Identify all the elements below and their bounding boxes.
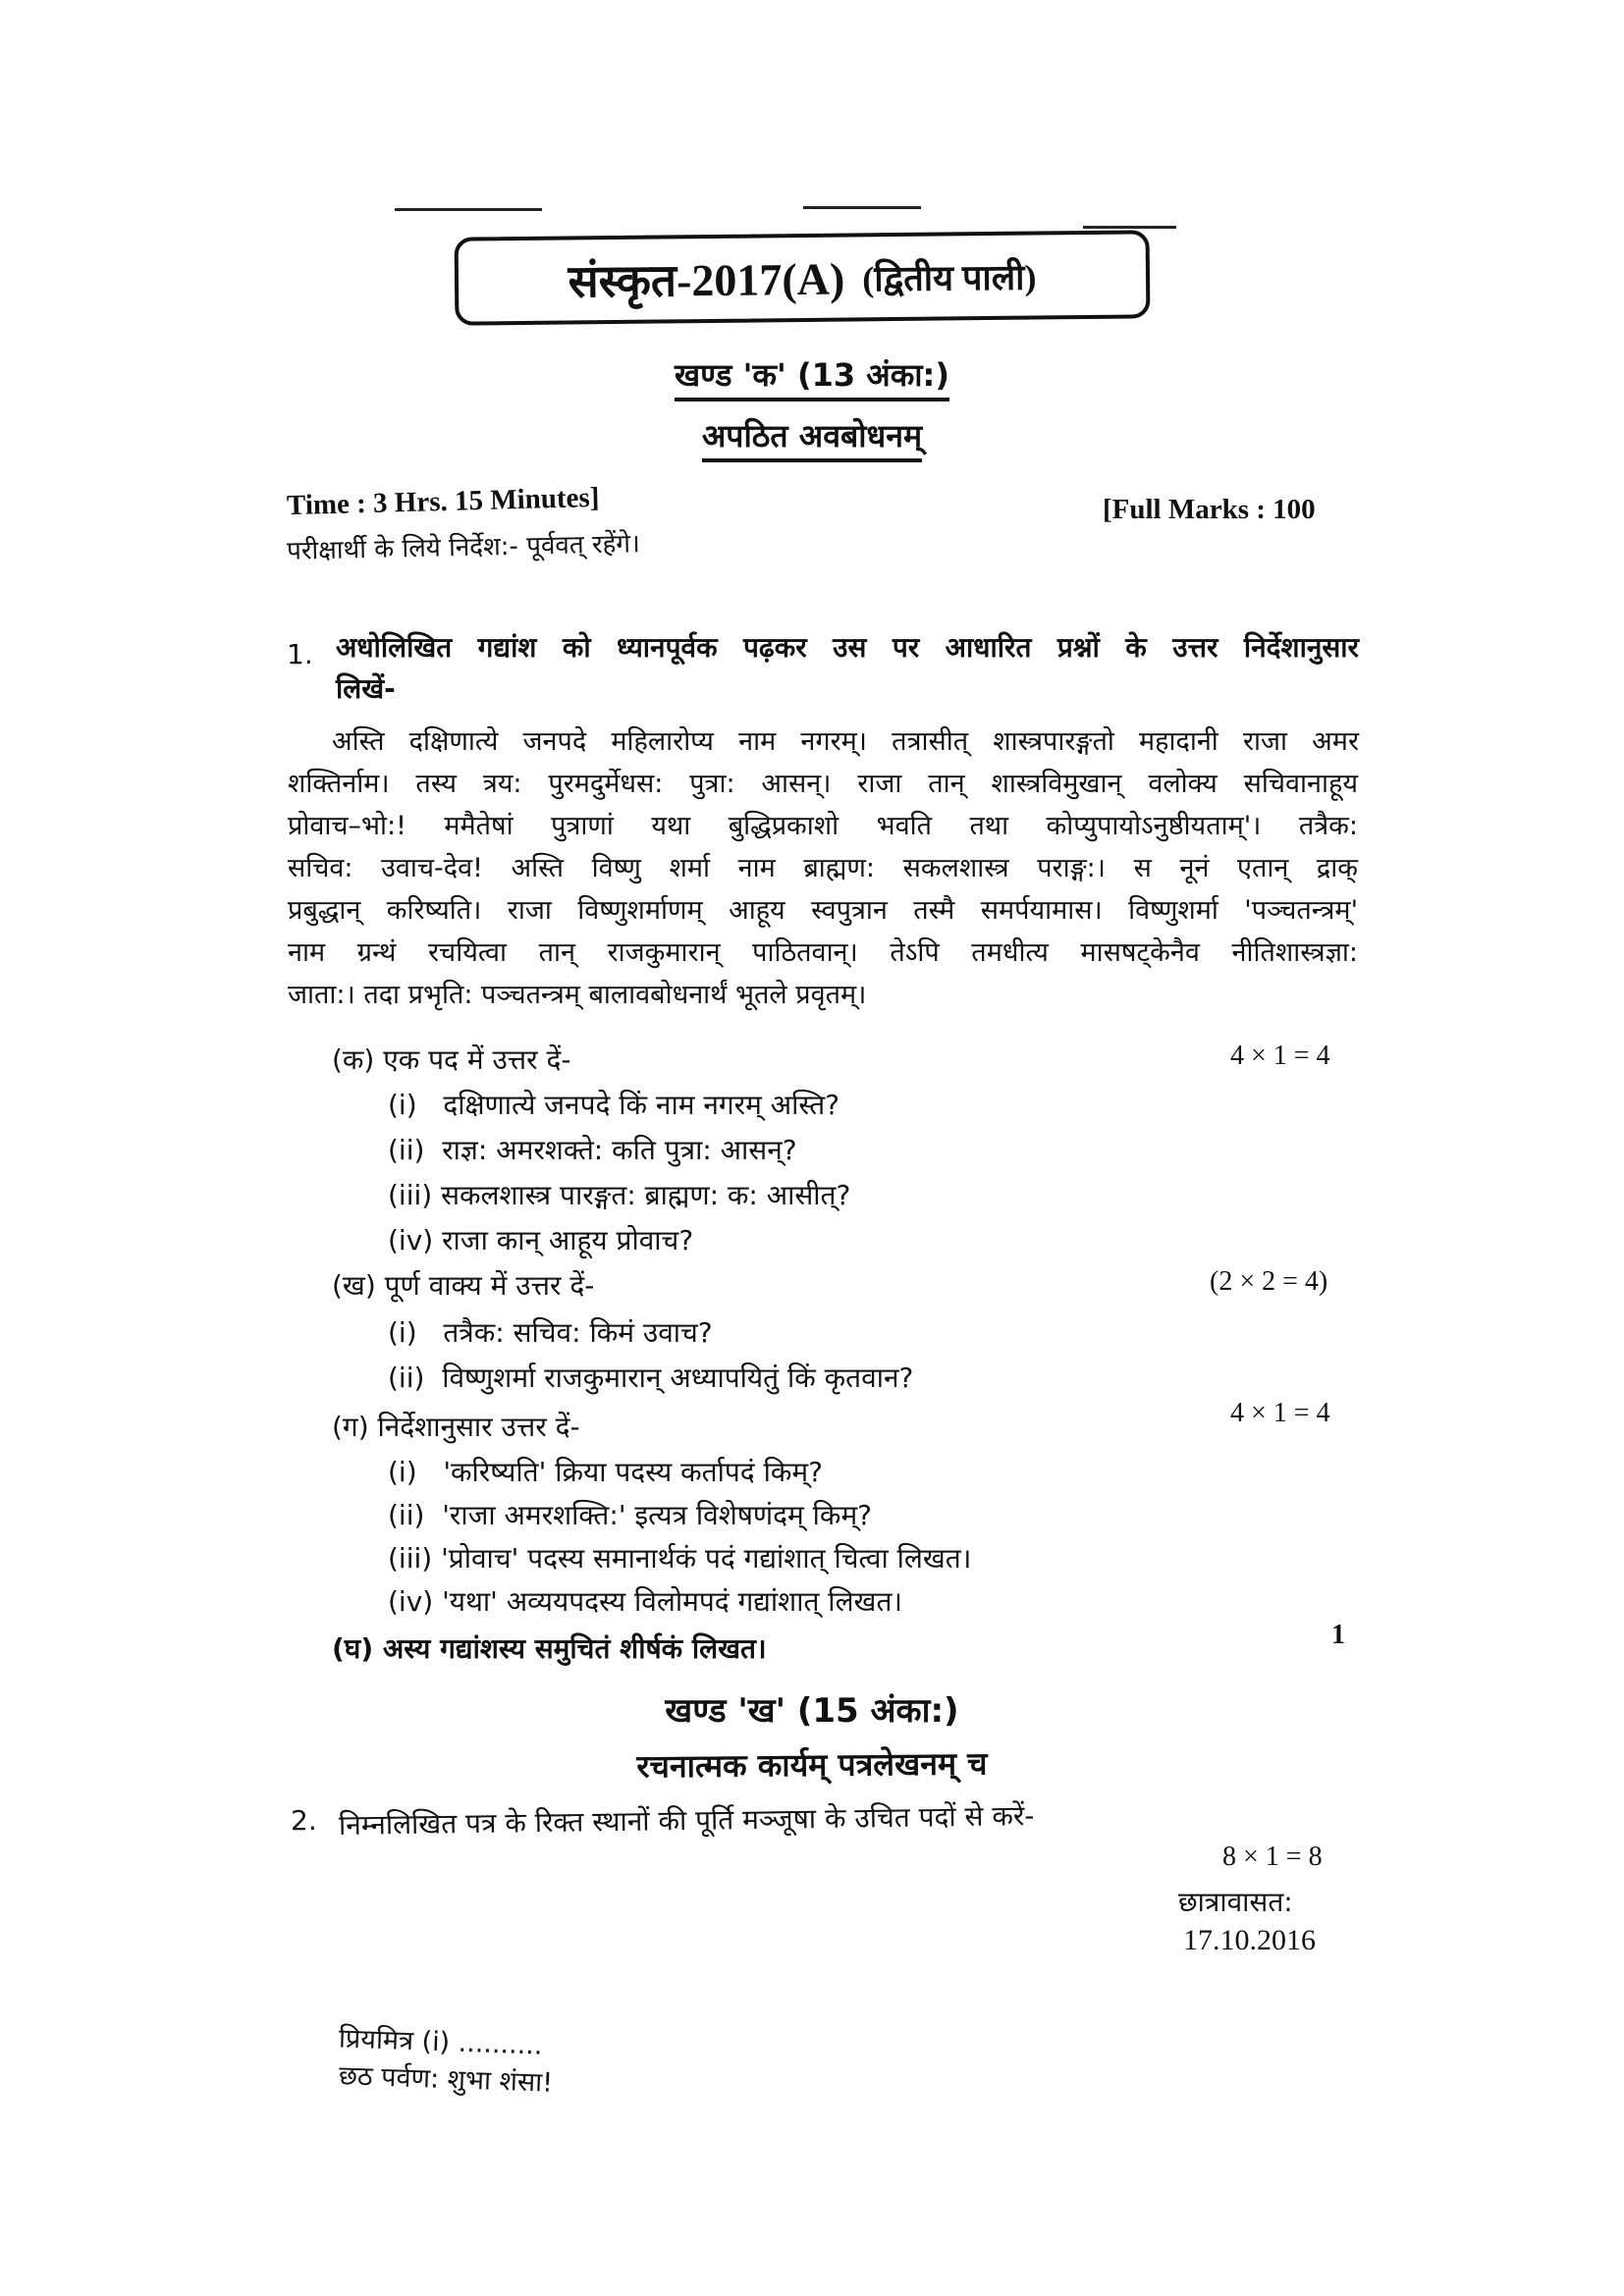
question-item: (ii) 'राजा अमरशक्ति:' इत्यत्र विशेषणंदम् किम्?	[388, 1499, 873, 1531]
q1-number: 1.	[287, 638, 313, 670]
q2-marks: 8 × 1 = 8	[1222, 1842, 1323, 1872]
part-gha-marks: 1	[1331, 1620, 1345, 1650]
part-ga-label: (ग) निर्देशानुसार उत्तर दें-	[332, 1411, 580, 1443]
letter-date: 17.10.2016	[1183, 1924, 1316, 1956]
time-label: Time : 3 Hrs. 15 Minutes]	[286, 481, 600, 522]
top-rule	[1083, 226, 1176, 229]
paper-title-box	[455, 230, 1151, 325]
paper-title: संस्कृत-2017(A)	[568, 253, 845, 307]
question-item: (i) 'करिष्यति' क्रिया पदस्य कर्तापदं किम्?	[388, 1456, 823, 1488]
question-item: (ii) विष्णुशर्मा राजकुमारान् अध्यापयितुं किं कृतवान?	[388, 1362, 914, 1394]
part-kha-label: (ख) पूर्ण वाक्य में उत्तर दें-	[332, 1269, 595, 1302]
question-item: (iv) 'यथा' अव्ययपदस्य विलोमपदं गद्यांशात् लिखत।	[388, 1585, 903, 1618]
q1-prompt: अधोलिखित गद्यांश को ध्यानपूर्वक पढ़कर उस पर आधारित प्रश्नों के उत्तर निर्देशानुसार	[336, 631, 1359, 664]
question-item: (i) दक्षिणात्ये जनपदे किं नाम नगरम् अस्ति?	[388, 1089, 840, 1121]
passage-line: शक्तिर्नाम। तस्य त्रय: पुरमदुर्मेधस: पुत्रा: आसन्। राजा तान् शास्त्रविमुखान् वलोक्य सचिवानाहूय	[288, 769, 1358, 799]
passage-line: प्रोवाच–भो:! ममैतेषां पुत्राणां यथा बुद्धिप्रकाशो भवति तथा कोप्युपायोऽनुष्ठीयताम्'। तत्रैक:	[288, 811, 1358, 841]
letter-greeting: छठ पर्वण: शुभा शंसा!	[338, 2060, 554, 2099]
section-b-subtitle: रचनात्मक कार्यम् पत्रलेखनम् च	[636, 1744, 988, 1786]
instructions: परीक्षार्थी के लिये निर्देश:- पूर्ववत् रहेंगे।	[286, 529, 641, 566]
question-item: (iii) 'प्रोवाच' पदस्य समानार्थकं पदं गद्यांशात् चित्वा लिखत।	[388, 1542, 972, 1575]
section-a-title: खण्ड 'क' (13 अंका:)	[675, 356, 949, 401]
passage-line: जाता:। तदा प्रभृति: पञ्चतन्त्रम् बालावबोधनार्थं भूतले प्रवृतम्।	[288, 980, 867, 1010]
part-ka-marks: 4 × 1 = 4	[1230, 1041, 1330, 1071]
section-a-heading	[0, 353, 1624, 396]
question-item: (i) तत्रैक: सचिव: किमं उवाच?	[388, 1316, 713, 1349]
full-marks-label: [Full Marks : 100	[1103, 494, 1316, 525]
q2-number: 2.	[291, 1804, 317, 1837]
passage-line: प्रबुद्धान् करिष्यति। राजा विष्णुशर्माणम् आहूय स्वपुत्रान तस्मै समर्पयामास। विष्णुशर्मा 'पञ्चतन्त्रम्'	[288, 895, 1358, 926]
section-b-title: खण्ड 'ख' (15 अंका:)	[665, 1691, 959, 1731]
letter-salutation: प्रियमित्र (i) ..........	[338, 2023, 544, 2061]
question-item: (iii) सकलशास्त्र पारङ्गत: ब्राह्मण: क: आसीत्?	[388, 1179, 851, 1211]
part-ga-marks: 4 × 1 = 4	[1230, 1398, 1330, 1428]
part-gha-label: (घ) अस्य गद्यांशस्य समुचितं शीर्षकं लिखत।	[332, 1632, 767, 1665]
passage-line: अस्ति दक्षिणात्ये जनपदे महिलारोप्य नाम नगरम्। तत्रासीत् शास्त्रपारङ्गतो महादानी राजा अमर	[332, 726, 1359, 757]
part-kha-marks: (2 × 2 = 4)	[1210, 1266, 1328, 1297]
shift-label: (द्वितीय पाली)	[862, 257, 1037, 298]
top-rule	[395, 208, 542, 211]
section-a-subtitle: अपठित अवबोधनम्	[702, 417, 922, 462]
q1-prompt-cont: लिखें-	[336, 672, 396, 705]
part-ka-label: (क) एक पद में उत्तर दें-	[332, 1043, 571, 1076]
section-a-subheading	[0, 414, 1624, 456]
passage-line: नाम ग्रन्थं रचयित्वा तान् राजकुमारान् पाठितवान्। तेऽपि तमधीत्य मासषट्केनैव नीतिशास्त्रज्ञा:	[288, 937, 1358, 968]
passage-line: सचिव: उवाच-देव! अस्ति विष्णु शर्मा नाम ब्राह्मण: सकलशास्त्र पराङ्ग:। स नूनं एतान् द्राक्	[288, 853, 1358, 883]
question-item: (iv) राजा कान् आहूय प्रोवाच?	[388, 1224, 694, 1256]
q2-prompt: निम्नलिखित पत्र के रिक्त स्थानों की पूर्ति मञ्जूषा के उचित पदों से करें-	[338, 1799, 1035, 1842]
top-rule	[803, 206, 921, 209]
question-item: (ii) राज्ञ: अमरशक्ते: कति पुत्रा: आसन्?	[388, 1134, 797, 1166]
letter-place: छात्रावासत:	[1178, 1886, 1293, 1918]
